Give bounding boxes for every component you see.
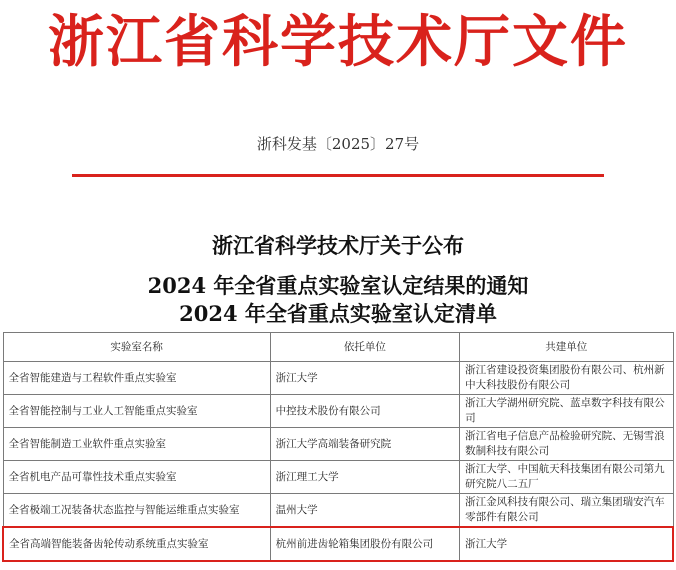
host-unit-cell: 中控技术股份有限公司	[270, 395, 459, 428]
partner-unit-cell: 浙江金风科技有限公司、瑞立集团瑞安汽车零部件有限公司	[460, 494, 673, 528]
lab-name-cell: 全省智能控制与工业人工智能重点实验室	[3, 395, 270, 428]
table-header-row	[3, 333, 673, 362]
document-number: 浙科发基〔2025〕27号	[256, 135, 420, 153]
partner-unit-cell: 浙江大学、中国航天科技集团有限公司第九研究院八二五厂	[460, 461, 673, 494]
host-unit-cell: 浙江大学高端装备研究院	[270, 428, 459, 461]
table-row	[3, 494, 673, 528]
host-unit-cell: 温州大学	[270, 494, 459, 528]
highlighted-table-row	[3, 527, 673, 561]
host-unit-cell: 杭州前进齿轮箱集团股份有限公司	[270, 527, 459, 561]
partner-unit-cell: 浙江大学湖州研究院、蓝卓数字科技有限公司	[460, 395, 673, 428]
document-header-title: 浙江省科学技术厅文件	[48, 10, 628, 75]
host-unit-cell: 浙江理工大学	[270, 461, 459, 494]
header-lab-name: 实验室名称	[3, 333, 270, 362]
partner-unit-cell: 浙江省电子信息产品检验研究院、无锡雪浪数制科技有限公司	[460, 428, 673, 461]
table-row	[3, 428, 673, 461]
list-title: 2024 年全省重点实验室认定清单	[179, 301, 497, 326]
partner-unit-cell: 浙江大学	[460, 527, 673, 561]
notice-title-line2: 2024 年全省重点实验室认定结果的通知	[147, 273, 529, 298]
lab-name-cell: 全省高端智能装备齿轮传动系统重点实验室	[3, 527, 270, 561]
red-divider	[72, 174, 604, 177]
host-unit-cell: 浙江大学	[270, 362, 459, 395]
partner-unit-cell: 浙江省建设投资集团股份有限公司、杭州新中大科技股份有限公司	[460, 362, 673, 395]
header-partner-unit: 共建单位	[460, 333, 673, 362]
lab-name-cell: 全省智能制造工业软件重点实验室	[3, 428, 270, 461]
lab-name-cell: 全省机电产品可靠性技术重点实验室	[3, 461, 270, 494]
notice-title-line1: 浙江省科学技术厅关于公布	[212, 233, 464, 258]
header-host-unit: 依托单位	[270, 333, 459, 362]
table-row	[3, 395, 673, 428]
lab-name-cell: 全省智能建造与工程软件重点实验室	[3, 362, 270, 395]
table-row	[3, 362, 673, 395]
laboratory-list-table	[2, 332, 674, 562]
lab-name-cell: 全省极端工况装备状态监控与智能运维重点实验室	[3, 494, 270, 528]
table-row	[3, 461, 673, 494]
